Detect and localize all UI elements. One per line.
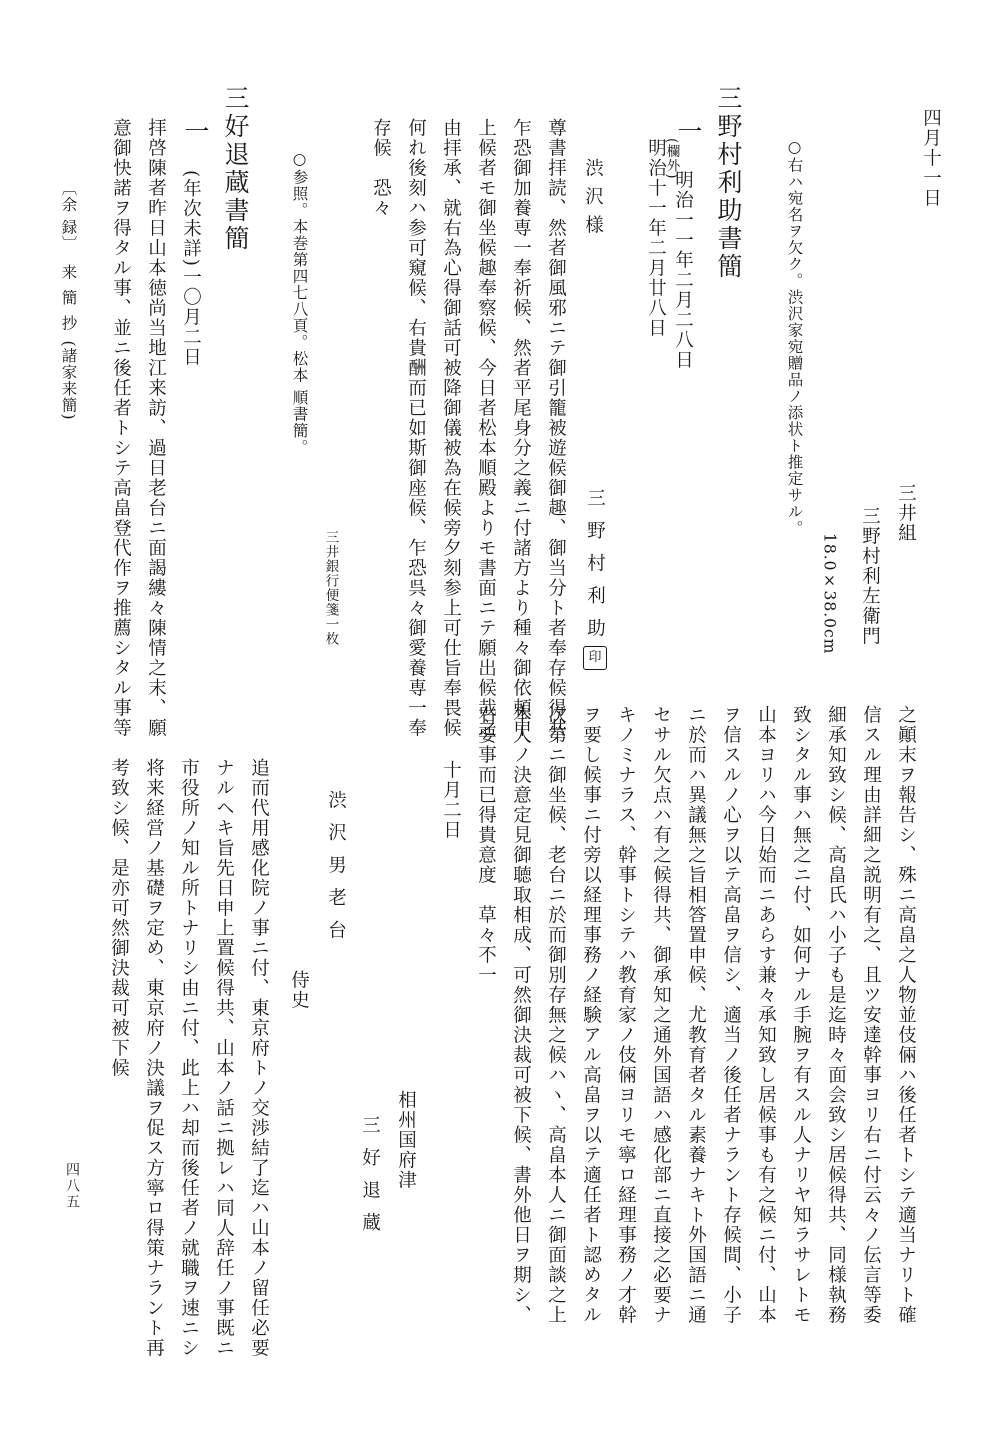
lower-jishi: 侍史: [288, 970, 310, 1010]
minomura-body-line-2: 乍恐御加養専一奉祈候、然者平尾身分之義ニ付諸方より種々御依頼申: [510, 118, 532, 738]
lower-body-line-10: ヲ要し候事ニ付旁以経理事務ノ経験アル高畠ヲ以テ適任者ト認めタル: [580, 705, 602, 1325]
minomura-body-line-4: 由拝承、就右為心得御話可被降御儀被為在候旁夕刻参上可仕旨奉畏候: [440, 118, 462, 738]
minomura-heading: 三野村利助書簡: [714, 85, 743, 281]
running-head-title: 来簡抄: [59, 263, 78, 341]
minomura-date-main: 明治一一年二月二八日: [672, 170, 694, 370]
lower-body-line-5: 山本ヨリハ今日始而ニあらす兼々承知致し居候事も有之候ニ付、山本: [755, 705, 777, 1325]
lower-body-line-13: 右要事而已得貴意度 草々不一: [475, 705, 497, 985]
lower-body-line-8: セサル欠点ハ有之候得共、御承知之通外国語ハ感化部ニ直接之必要ナ: [650, 705, 672, 1325]
minomura-item-mark: 一: [674, 118, 703, 146]
minomura-ref: ○参照。本巻第四七八頁。松本 順書簡。: [290, 150, 309, 456]
running-head-yoroku: 余 録: [59, 196, 78, 236]
minomura-paper: 三井銀行便箋一枚: [322, 530, 339, 646]
lower-place: 相州国府津: [395, 1090, 417, 1190]
running-head-right-bracket: 〕: [59, 235, 78, 252]
miyoshi-date: (年次未詳)一〇月二日: [180, 170, 202, 368]
minomura-seal: 印: [583, 646, 607, 670]
minomura-sender: 三野村利助: [584, 488, 606, 651]
postscript-line-4: 将来経営ノ基礎ヲ定め、東京府ノ決議ヲ促ス方寧ロ得策ナラント再: [143, 758, 165, 1358]
minomura-body-line-1: 尊書拝読、然者御風邪ニテ御引籠被遊候御趣、御当分ト者奉存候得共: [545, 118, 567, 738]
prev-letter-note: ○右ハ宛名ヲ欠ク。渋沢家宛贈品ノ添状ト推定サル。: [785, 138, 804, 537]
postscript-line-2: ナルヘキ旨先日申上置候得共、山本ノ話ニ拠レハ同人辞任ノ事既ニ: [213, 758, 235, 1358]
prev-letter-sender-name: 三野村利左衛門: [859, 506, 881, 646]
lower-body-line-9: キノミナラス、幹事トシテハ教育家ノ伎倆ヨリモ寧ロ経理事務ノ才幹: [615, 705, 637, 1325]
prev-letter-date: 四月十一日: [920, 108, 942, 208]
miyoshi-body-line-2: 意御快諾ヲ得タル事、並ニ後任者トシテ高畠登代作ヲ推薦シタル事等: [110, 118, 132, 738]
running-head-sub: (諸家来簡): [59, 340, 78, 421]
lower-body-line-3: 細承知致シ候、高畠氏ハ小子も是迄時々面会致シ居候得共、同様執務: [825, 705, 847, 1325]
postscript-line-5: 考致シ候、是亦可然御決裁可被下候: [108, 758, 130, 1078]
postscript-line-3: 市役所ノ知ル所トナリシ由ニ付、此上ハ却而後任者ノ就職ヲ速ニシ: [178, 758, 200, 1358]
minomura-date-alt: 明治十一年二月廿八日: [645, 138, 667, 338]
miyoshi-heading: 三好退蔵書簡: [221, 85, 250, 253]
minomura-body-line-3: 上候者モ御坐候趣奉察候、今日者松本順殿よりモ書面ニテ願出候哉之: [475, 118, 497, 738]
minomura-body-line-5: 何れ後刻ハ参可窺候、右貴酬而已如斯御座候、乍恐呉々御愛養専一奉: [405, 118, 427, 738]
lower-addressee: 渋沢男老台: [325, 790, 347, 953]
lower-body-line-6: ヲ信スルノ心ヲ以テ高畠ヲ信シ、適当ノ後任者ナラント存候間、小子: [720, 705, 742, 1325]
running-head: [60, 180, 76, 421]
lower-sender: 三好退蔵: [359, 1115, 381, 1245]
miyoshi-body-line-1: 拝啓陳者昨日山本徳尚当地江来訪、過日老台ニ面謁縷々陳情之末、願: [145, 118, 167, 738]
lower-body-line-2: 信スル理由詳細之説明有之、且ツ安達幹事ヨリ右ニ付云々ノ伝言等委: [860, 705, 882, 1325]
lower-date: 十月二日: [440, 760, 462, 840]
postscript-line-1: 追而代用感化院ノ事ニ付、東京府トノ交渉結了迄ハ山本ノ留任必要: [248, 758, 270, 1358]
prev-letter-sender-org: 三井組: [895, 483, 917, 543]
lower-body-line-4: 致シタル事ハ無之ニ付、如何ナル手腕ヲ有スル人ナリヤ知ラサレトモ: [790, 705, 812, 1325]
minomura-addressee: 渋沢様: [582, 158, 604, 244]
page-number: 四八五: [64, 1162, 80, 1210]
lower-body-line-7: ニ於而ハ異議無之旨相答置申候、尤教育者タル素養ナキト外国語ニ通: [685, 705, 707, 1325]
lower-body-line-11: 次第ニ御坐候、老台ニ於而御別存無之候ハヽ、高畠本人ニ御面談之上: [545, 705, 567, 1325]
minomura-body-line-6: 存候 恐々: [370, 118, 392, 218]
minomura-date-alt-label: (欄外): [663, 138, 680, 180]
lower-body-line-12: 本人ノ決意定見御聴取相成、可然御決裁可被下候、書外他日ヲ期シ、: [510, 705, 532, 1325]
lower-body-line-1: 之顚末ヲ報告シ、殊ニ高畠之人物並伎倆ハ後任者トシテ適当ナリト確: [895, 705, 917, 1325]
prev-letter-size: 18.0×38.0cm: [820, 533, 839, 655]
running-head-left-bracket: 〔: [59, 180, 78, 197]
miyoshi-item-mark: 一: [181, 118, 210, 146]
